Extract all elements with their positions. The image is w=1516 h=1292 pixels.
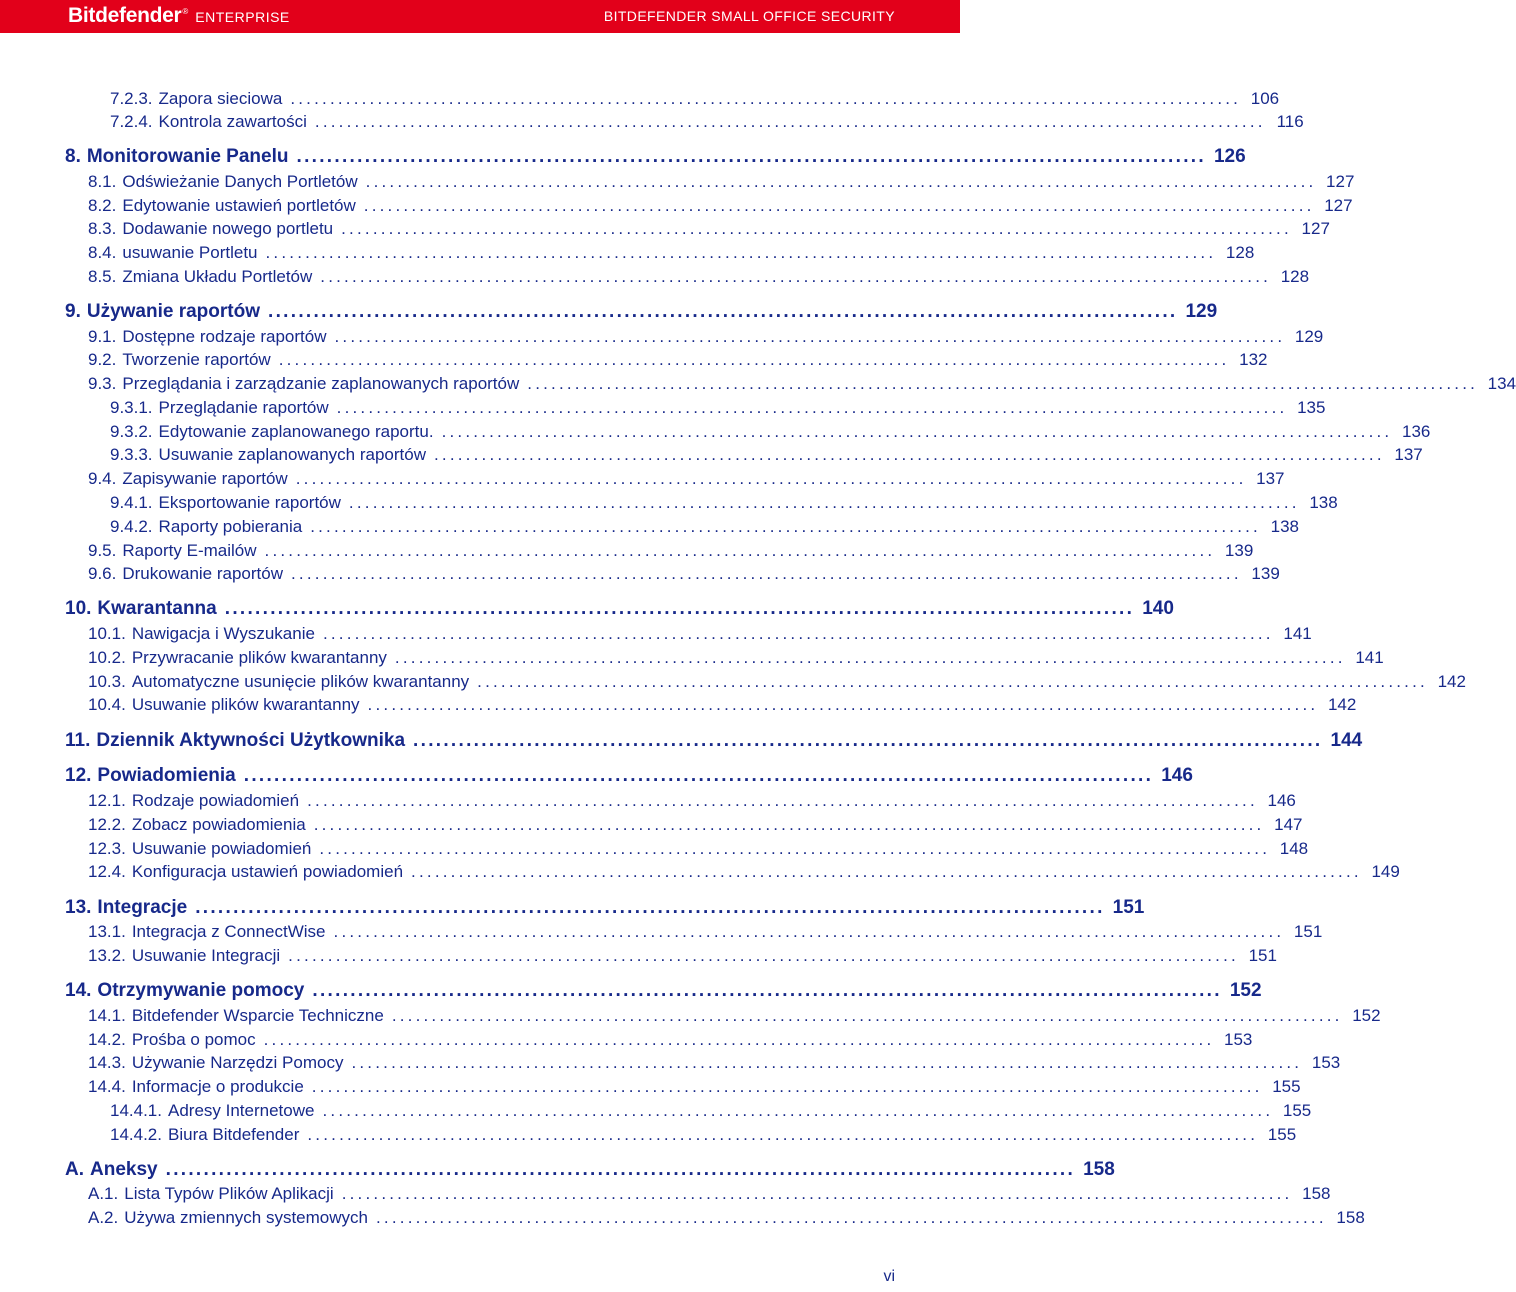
toc-entry[interactable] bbox=[88, 1207, 1365, 1229]
toc-entry-number: 7.2.3. bbox=[110, 89, 153, 108]
toc-entry-title: Rodzaje powiadomień bbox=[131, 791, 300, 810]
toc-entry-number: 8.4. bbox=[88, 243, 117, 262]
toc-entry[interactable] bbox=[88, 921, 1323, 943]
dot-leader: ........................................................................................................................ bbox=[351, 1053, 1303, 1072]
page-number: vi bbox=[883, 1268, 895, 1285]
toc-chapter-entry[interactable] bbox=[65, 597, 1174, 621]
toc-entry-title: usuwanie Portletu bbox=[122, 243, 258, 262]
toc-entry-page: 127 bbox=[1324, 196, 1353, 215]
toc-entry-title: Przywracanie plików kwarantanny bbox=[131, 648, 387, 667]
toc-entry-title: Używa zmiennych systemowych bbox=[124, 1208, 368, 1227]
toc-entry[interactable] bbox=[110, 1124, 1297, 1146]
toc-entry-page: 135 bbox=[1297, 398, 1326, 417]
toc-entry[interactable] bbox=[88, 195, 1353, 217]
toc-entry-title: Usuwanie Integracji bbox=[131, 946, 281, 965]
dot-leader: ........................................................................................................................ bbox=[348, 493, 1300, 512]
toc-entry-number: 10. bbox=[65, 598, 92, 619]
toc-entry-page: 139 bbox=[1224, 541, 1254, 560]
toc-entry-title: Bitdefender Wsparcie Techniczne bbox=[131, 1006, 384, 1025]
toc-entry-number: 9.4. bbox=[88, 469, 117, 488]
toc-entry-page: 137 bbox=[1256, 469, 1285, 488]
toc-entry-number: 14.2. bbox=[88, 1030, 126, 1049]
toc-entry-title: Dodawanie nowego portletu bbox=[122, 219, 334, 238]
toc-entry[interactable] bbox=[88, 563, 1280, 585]
toc-entry-page: 127 bbox=[1326, 172, 1355, 191]
toc-entry-number: 8. bbox=[65, 146, 81, 167]
toc-entry-page: 132 bbox=[1239, 350, 1268, 369]
toc-entry-title: Edytowanie zaplanowanego raportu. bbox=[158, 422, 434, 441]
dot-leader: ........................................................................................................................ bbox=[413, 730, 1323, 751]
toc-entry-title: Dziennik Aktywności Użytkownika bbox=[96, 730, 406, 751]
toc-entry-page: 127 bbox=[1301, 219, 1330, 238]
toc-entry-title: Raporty pobierania bbox=[158, 517, 303, 536]
toc-entry-title: Dostępne rodzaje raportów bbox=[122, 327, 327, 346]
toc-entry[interactable] bbox=[88, 790, 1296, 812]
dot-leader: ........................................................................................................................ bbox=[334, 327, 1286, 346]
toc-entry-title: Zapora sieciowa bbox=[158, 89, 283, 108]
toc-entry[interactable] bbox=[88, 861, 1400, 883]
dot-leader: ........................................................................................................................ bbox=[367, 695, 1319, 714]
product-name: BITDEFENDER SMALL OFFICE SECURITY bbox=[603, 8, 895, 24]
toc-entry-page: 155 bbox=[1282, 1101, 1312, 1120]
toc-entry-number: 9.6. bbox=[88, 564, 117, 583]
dot-leader: ........................................................................................................................ bbox=[363, 196, 1315, 215]
toc-entry[interactable] bbox=[110, 492, 1338, 514]
toc-entry-number: 9.4.2. bbox=[110, 517, 153, 536]
toc-chapter-entry[interactable] bbox=[65, 1158, 1115, 1182]
dot-leader: ........................................................................................................................ bbox=[288, 946, 1239, 965]
toc-entry-title: Raporty E-mailów bbox=[122, 541, 257, 560]
toc-entry-page: 153 bbox=[1311, 1053, 1341, 1072]
toc-entry-number: 7.2.4. bbox=[110, 112, 153, 131]
toc-chapter-entry[interactable] bbox=[65, 764, 1193, 788]
toc-entry-page: 147 bbox=[1274, 815, 1303, 834]
toc-entry-title: Konfiguracja ustawień powiadomień bbox=[131, 862, 404, 881]
toc-entry-number: 12.1. bbox=[88, 791, 126, 810]
toc-entry-number: 8.2. bbox=[88, 196, 117, 215]
dot-leader: ........................................................................................................................ bbox=[391, 1006, 1343, 1025]
page-header bbox=[0, 0, 960, 33]
toc-entry-title: Integracja z ConnectWise bbox=[131, 922, 326, 941]
toc-entry-page: 148 bbox=[1279, 839, 1309, 858]
dot-leader: ........................................................................................................................ bbox=[320, 267, 1272, 286]
toc-entry-title: Zmiana Układu Portletów bbox=[122, 267, 313, 286]
brand-name: Bitdefender bbox=[68, 4, 182, 27]
toc-chapter-entry[interactable] bbox=[65, 979, 1262, 1003]
toc-entry-number: 8.1. bbox=[88, 172, 117, 191]
toc-entry-page: 142 bbox=[1327, 695, 1357, 714]
toc-entry[interactable] bbox=[110, 111, 1304, 133]
toc-entry-page: 158 bbox=[1302, 1184, 1331, 1203]
toc-entry-title: Przeglądania i zarządzanie zaplanowanych raportów bbox=[122, 374, 520, 393]
dot-leader: ........................................................................................................................ bbox=[433, 445, 1385, 464]
toc-entry-page: 144 bbox=[1330, 730, 1363, 751]
toc-entry[interactable] bbox=[88, 945, 1277, 967]
toc-entry[interactable] bbox=[88, 1052, 1341, 1074]
toc-entry-title: Eksportowanie raportów bbox=[158, 493, 341, 512]
dot-leader: ........................................................................................................................ bbox=[291, 564, 1242, 583]
toc-entry-title: Usuwanie plików kwarantanny bbox=[131, 695, 360, 714]
toc-entry-page: 137 bbox=[1394, 445, 1423, 464]
toc-entry-page: 140 bbox=[1142, 598, 1174, 619]
dot-leader: ........................................................................................................................ bbox=[165, 1159, 1076, 1180]
toc-entry-number: 12. bbox=[65, 765, 92, 786]
toc-entry-title: Lista Typów Plików Aplikacji bbox=[124, 1184, 334, 1203]
toc-entry-number: A.1. bbox=[88, 1184, 119, 1203]
toc-entry-number: 8.3. bbox=[88, 219, 117, 238]
dot-leader: ........................................................................................................................ bbox=[307, 1125, 1259, 1144]
toc-entry-number: 10.1. bbox=[88, 624, 126, 643]
toc-entry-number: 9.2. bbox=[88, 350, 117, 369]
toc-entry[interactable] bbox=[88, 1029, 1253, 1051]
toc-entry-title: Powiadomienia bbox=[97, 765, 236, 786]
dot-leader: ........................................................................................................................ bbox=[268, 301, 1178, 322]
dot-leader: ........................................................................................................................ bbox=[264, 541, 1216, 560]
toc-entry-number: 8.5. bbox=[88, 267, 117, 286]
dot-leader: ........................................................................................................................ bbox=[319, 839, 1271, 858]
toc-entry-page: 152 bbox=[1229, 980, 1262, 1001]
toc-entry-number: 13. bbox=[65, 897, 92, 918]
toc-entry[interactable] bbox=[88, 326, 1324, 348]
toc-entry-number: 10.2. bbox=[88, 648, 126, 667]
registered-mark: ® bbox=[182, 7, 189, 16]
toc-entry[interactable] bbox=[88, 838, 1309, 860]
toc-entry-title: Usuwanie powiadomień bbox=[131, 839, 312, 858]
toc-entry-page: 136 bbox=[1401, 422, 1431, 441]
toc-entry-title: Zobacz powiadomienia bbox=[131, 815, 306, 834]
toc-entry-title: Zapisywanie raportów bbox=[122, 469, 288, 488]
toc-entry-title: Używanie Narzędzi Pomocy bbox=[131, 1053, 344, 1072]
toc-entry-number: 10.3. bbox=[88, 672, 126, 691]
toc-entry-number: 14.4. bbox=[88, 1077, 126, 1096]
toc-chapter-entry[interactable] bbox=[65, 729, 1363, 753]
toc-entry[interactable] bbox=[88, 468, 1285, 490]
dot-leader: ........................................................................................................................ bbox=[296, 146, 1206, 167]
toc-entry-title: Edytowanie ustawień portletów bbox=[122, 196, 356, 215]
toc-entry-number: 9.1. bbox=[88, 327, 117, 346]
dot-leader: ........................................................................................................................ bbox=[313, 815, 1265, 834]
dot-leader: ........................................................................................................................ bbox=[314, 112, 1266, 131]
toc-entry[interactable] bbox=[88, 218, 1330, 240]
toc-entry-title: Adresy Internetowe bbox=[168, 1101, 315, 1120]
toc-entry[interactable] bbox=[110, 444, 1423, 466]
dot-leader: ........................................................................................................................ bbox=[336, 398, 1288, 417]
toc-entry-page: 128 bbox=[1280, 267, 1310, 286]
toc-entry-number: 13.2. bbox=[88, 946, 126, 965]
toc-entry-title: Przeglądanie raportów bbox=[158, 398, 329, 417]
toc-entry-page: 139 bbox=[1251, 564, 1280, 583]
dot-leader: ........................................................................................................................ bbox=[441, 422, 1393, 441]
toc-entry-title: Nawigacja i Wyszukanie bbox=[131, 624, 315, 643]
toc-entry[interactable] bbox=[88, 1183, 1331, 1205]
toc-entry-page: 116 bbox=[1276, 112, 1304, 131]
toc-entry-page: 146 bbox=[1267, 791, 1296, 810]
dot-leader: ........................................................................................................................ bbox=[341, 219, 1292, 238]
dot-leader: ........................................................................................................................ bbox=[311, 1077, 1263, 1096]
toc-entry[interactable] bbox=[88, 373, 1516, 395]
dot-leader: ........................................................................................................................ bbox=[295, 469, 1247, 488]
toc-entry-title: Drukowanie raportów bbox=[122, 564, 283, 583]
toc-entry[interactable] bbox=[88, 623, 1312, 645]
toc-entry-page: 129 bbox=[1185, 301, 1218, 322]
toc-entry-number: 12.3. bbox=[88, 839, 126, 858]
toc-entry-number: 12.2. bbox=[88, 815, 126, 834]
toc-entry-number: 13.1. bbox=[88, 922, 126, 941]
toc-entry[interactable] bbox=[88, 349, 1268, 371]
toc-entry-title: Aneksy bbox=[90, 1159, 158, 1180]
toc-entry-page: 151 bbox=[1293, 922, 1323, 941]
toc-entry[interactable] bbox=[110, 88, 1280, 110]
toc-entry-title: Usuwanie zaplanowanych raportów bbox=[158, 445, 426, 464]
toc-entry-page: 152 bbox=[1352, 1006, 1381, 1025]
toc-entry-page: 146 bbox=[1161, 765, 1193, 786]
toc-entry[interactable] bbox=[88, 694, 1357, 716]
dot-leader: ........................................................................................................................ bbox=[341, 1184, 1293, 1203]
toc-entry[interactable] bbox=[88, 647, 1384, 669]
dot-leader: ........................................................................................................................ bbox=[265, 243, 1217, 262]
toc-entry[interactable] bbox=[88, 1005, 1381, 1027]
toc-entry[interactable] bbox=[110, 421, 1431, 443]
toc-chapter-entry[interactable] bbox=[65, 145, 1246, 169]
toc-entry-page: 129 bbox=[1294, 327, 1324, 346]
toc-entry-number: 9.3.2. bbox=[110, 422, 153, 441]
dot-leader: ........................................................................................................................ bbox=[477, 672, 1428, 691]
toc-entry-title: Odświeżanie Danych Portletów bbox=[122, 172, 358, 191]
toc-entry-title: Prośba o pomoc bbox=[131, 1030, 256, 1049]
toc-entry-title: Informacje o produkcie bbox=[131, 1077, 304, 1096]
toc-chapter-entry[interactable] bbox=[65, 300, 1218, 324]
toc-entry-title: Tworzenie raportów bbox=[122, 350, 271, 369]
dot-leader: ........................................................................................................................ bbox=[263, 1030, 1215, 1049]
toc-entry-number: 14. bbox=[65, 980, 92, 1001]
toc-entry-number: 9.5. bbox=[88, 541, 117, 560]
toc-entry-page: 142 bbox=[1437, 672, 1466, 691]
toc-entry[interactable] bbox=[88, 1076, 1301, 1098]
dot-leader: ........................................................................................................................ bbox=[195, 897, 1105, 918]
dot-leader: ........................................................................................................................ bbox=[394, 648, 1346, 667]
toc-entry-page: 128 bbox=[1225, 243, 1255, 262]
toc-entry-number: 11. bbox=[65, 730, 91, 751]
toc-entry-page: 149 bbox=[1371, 862, 1400, 881]
toc-entry-number: 12.4. bbox=[88, 862, 126, 881]
toc-entry[interactable] bbox=[110, 1100, 1312, 1122]
toc-entry-page: 141 bbox=[1355, 648, 1384, 667]
toc-entry-page: 151 bbox=[1112, 897, 1145, 918]
toc-entry-title: Monitorowanie Panelu bbox=[86, 146, 289, 167]
dot-leader: ........................................................................................................................ bbox=[312, 980, 1222, 1001]
toc-entry-page: 138 bbox=[1309, 493, 1338, 512]
toc-entry-page: 158 bbox=[1336, 1208, 1365, 1227]
dot-leader: ........................................................................................................................ bbox=[243, 765, 1154, 786]
toc-entry-page: 134 bbox=[1487, 374, 1516, 393]
dot-leader: ........................................................................................................................ bbox=[527, 374, 1479, 393]
dot-leader: ........................................................................................................................ bbox=[322, 624, 1274, 643]
dot-leader: ........................................................................................................................ bbox=[322, 1101, 1274, 1120]
dot-leader: ........................................................................................................................ bbox=[310, 517, 1261, 536]
brand-logo bbox=[68, 4, 290, 29]
toc-entry-page: 106 bbox=[1250, 89, 1280, 108]
toc-entry[interactable] bbox=[88, 171, 1355, 193]
dot-leader: ........................................................................................................................ bbox=[411, 862, 1362, 881]
toc-chapter-entry[interactable] bbox=[65, 896, 1145, 920]
toc-entry-number: 14.1. bbox=[88, 1006, 126, 1025]
toc-entry-title: Integracje bbox=[97, 897, 188, 918]
toc-entry[interactable] bbox=[88, 266, 1310, 288]
toc-entry-page: 158 bbox=[1083, 1159, 1115, 1180]
dot-leader: ........................................................................................................................ bbox=[290, 89, 1242, 108]
toc-entry-title: Biura Bitdefender bbox=[168, 1125, 300, 1144]
toc-entry-number: 10.4. bbox=[88, 695, 126, 714]
toc-entry-number: A. bbox=[65, 1159, 84, 1180]
toc-entry-number: 9.3. bbox=[88, 374, 117, 393]
toc-entry-number: 9.3.1. bbox=[110, 398, 153, 417]
toc-entry-page: 153 bbox=[1224, 1030, 1253, 1049]
brand-edition: ENTERPRISE bbox=[195, 9, 290, 25]
toc-entry-number: A.2. bbox=[88, 1208, 119, 1227]
toc-entry-page: 151 bbox=[1248, 946, 1277, 965]
dot-leader: ........................................................................................................................ bbox=[365, 172, 1317, 191]
toc-entry-number: 14.4.2. bbox=[110, 1125, 162, 1144]
dot-leader: ........................................................................................................................ bbox=[333, 922, 1285, 941]
toc-entry-number: 14.3. bbox=[88, 1053, 126, 1072]
toc-entry[interactable] bbox=[88, 671, 1466, 693]
toc-entry[interactable] bbox=[88, 242, 1255, 264]
toc-entry-title: Używanie raportów bbox=[86, 301, 261, 322]
toc-entry-number: 9. bbox=[65, 301, 81, 322]
toc-entry[interactable] bbox=[110, 397, 1326, 419]
toc-entry[interactable] bbox=[110, 516, 1299, 538]
toc-entry-page: 138 bbox=[1270, 517, 1299, 536]
toc-entry-page: 155 bbox=[1267, 1125, 1297, 1144]
toc-entry-page: 141 bbox=[1283, 624, 1312, 643]
toc-entry-number: 9.4.1. bbox=[110, 493, 153, 512]
toc-entry-page: 126 bbox=[1213, 146, 1246, 167]
toc-entry[interactable] bbox=[88, 814, 1303, 836]
toc-entry-title: Otrzymywanie pomocy bbox=[97, 980, 305, 1001]
toc-entry-page: 155 bbox=[1272, 1077, 1301, 1096]
toc-entry-title: Kwarantanna bbox=[97, 598, 217, 619]
toc-entry-number: 9.3.3. bbox=[110, 445, 153, 464]
dot-leader: ........................................................................................................................ bbox=[376, 1208, 1327, 1227]
dot-leader: ........................................................................................................................ bbox=[307, 791, 1258, 810]
toc-entry[interactable] bbox=[88, 540, 1254, 562]
dot-leader: ........................................................................................................................ bbox=[224, 598, 1135, 619]
toc-entry-number: 14.4.1. bbox=[110, 1101, 162, 1120]
toc-entry-title: Kontrola zawartości bbox=[158, 112, 307, 131]
dot-leader: ........................................................................................................................ bbox=[278, 350, 1230, 369]
toc-entry-title: Automatyczne usunięcie plików kwarantanny bbox=[131, 672, 470, 691]
